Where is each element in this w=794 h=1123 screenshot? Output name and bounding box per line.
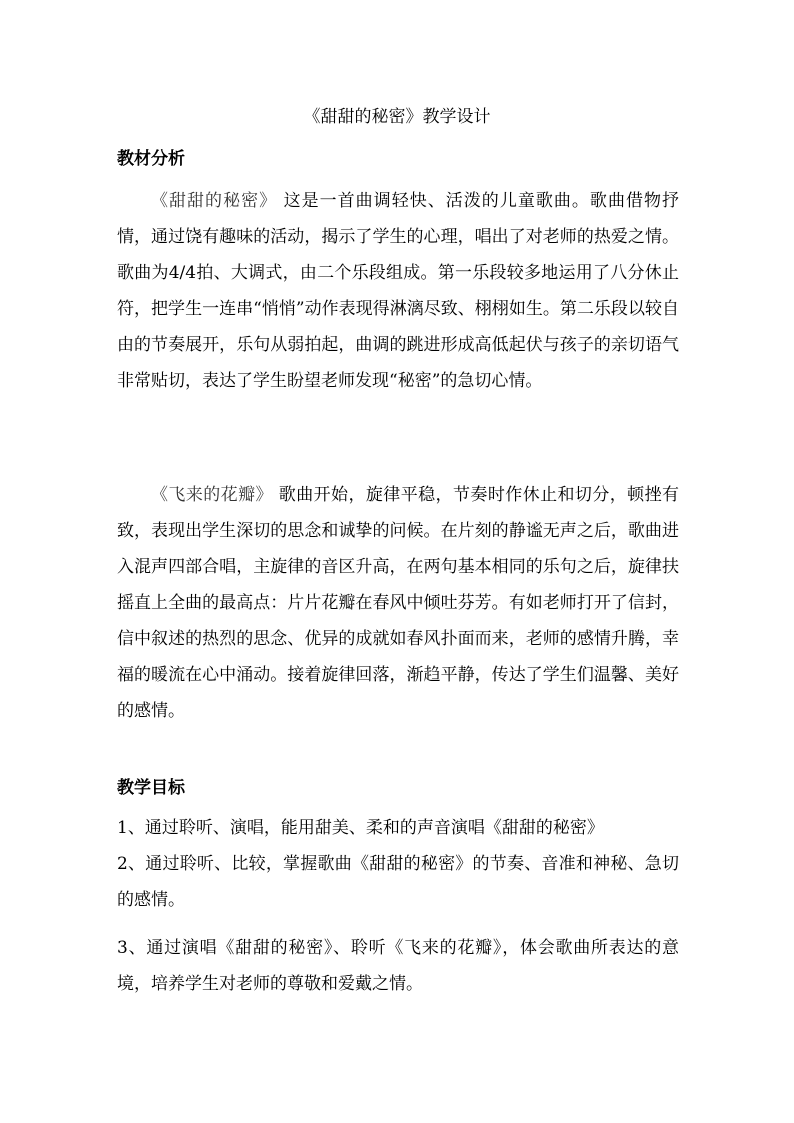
objective-item-1: 1、通过聆听、演唱，能用甜美、柔和的声音演唱《甜甜的秘密》 xyxy=(117,818,604,838)
analysis-paragraph-2-text: 歌曲开始，旋律平稳，节奏时作休止和切分，顿挫有致，表现出学生深切的思念和诚挚的问候。在片刻的静谧无声之后，歌曲进入混声四部合唱，主旋律的音区升高，在两句基本相同的乐句之后，旋律扶摇直上全曲的最高点：片片花瓣在春风中倾吐芬芳。有如老师打开了信封，信中叙述的热烈的思念、优异的成就如春风扑面而来，老师的感情升腾，幸福的暖流在心中涌动。接着旋律回落，渐趋平静，传达了学生们温馨、美好的感情。 xyxy=(117,485,680,721)
document-title: 《甜甜的秘密》教学设计 xyxy=(303,107,491,127)
section-heading-objectives: 教学目标 xyxy=(117,778,185,798)
song-title-tiantian: 《甜甜的秘密》 xyxy=(151,191,278,211)
section-heading-analysis: 教材分析 xyxy=(117,149,185,169)
objective-item-2: 2、通过聆听、比较，掌握歌曲《甜甜的秘密》的节奏、音准和神秘、急切的感情。 xyxy=(117,854,679,910)
analysis-paragraph-1 xyxy=(117,183,679,399)
analysis-paragraph-2 xyxy=(117,477,679,729)
objective-item-3: 3、通过演唱《甜甜的秘密》、聆听《飞来的花瓣》，体会歌曲所表达的意境，培养学生对老师的尊敬和爱戴之情。 xyxy=(117,938,679,994)
analysis-paragraph-1-text: 这是一首曲调轻快、活泼的儿童歌曲。歌曲借物抒情，通过饶有趣味的活动，揭示了学生的心理，唱出了对老师的热爱之情。歌曲为4/4拍、大调式，由二个乐段组成。第一乐段较多地运用了八分休止符，把学生一连串“悄悄”动作表现得淋漓尽致、栩栩如生。第二乐段以较自由的节奏展开，乐句从弱拍起，曲调的跳进形成高低起伏与孩子的亲切语气非常贴切，表达了学生盼望老师发现“秘密”的急切心情。 xyxy=(117,191,680,391)
song-title-feilai: 《飞来的花瓣》 xyxy=(151,485,273,505)
